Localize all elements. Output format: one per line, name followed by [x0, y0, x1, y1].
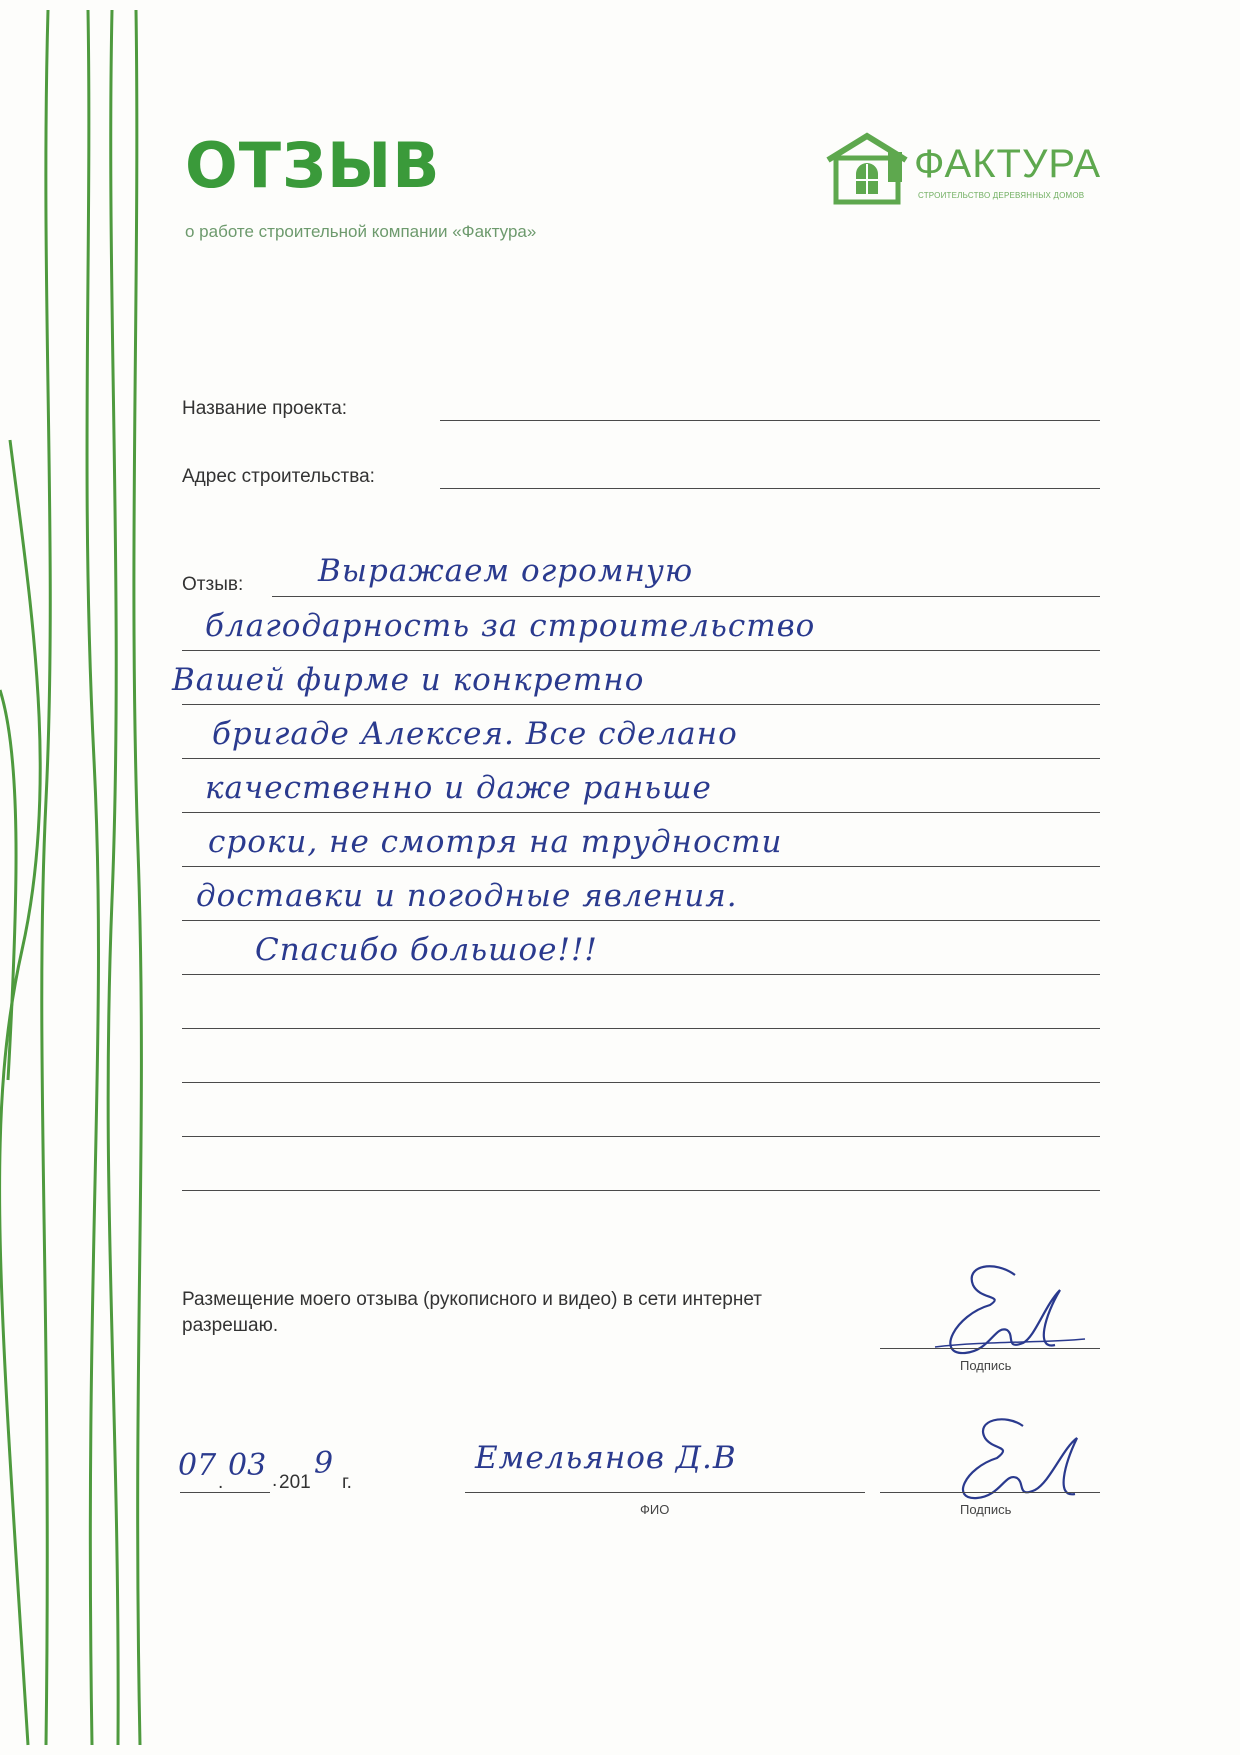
review-rule-line — [182, 1082, 1100, 1083]
review-rule-line — [182, 920, 1100, 921]
date-month: 03 — [228, 1448, 267, 1483]
decorative-wave-lines — [0, 0, 160, 1755]
review-handwritten-line: благодарность за строительство — [205, 608, 816, 644]
review-handwritten-line: бригаде Алексея. Все сделано — [212, 716, 738, 752]
review-rule-line — [182, 1190, 1100, 1191]
review-rule-line — [182, 866, 1100, 867]
consent-signature-line — [880, 1348, 1100, 1349]
review-rule-line — [182, 704, 1100, 705]
date-day: 07 — [178, 1448, 217, 1483]
review-label: Отзыв: — [182, 574, 244, 595]
address-line — [440, 488, 1100, 489]
review-rule-line — [182, 650, 1100, 651]
footer-signature-line — [880, 1492, 1100, 1493]
footer-signature-caption: Подпись — [960, 1502, 1012, 1517]
date-separator: . — [218, 1472, 224, 1493]
consent-signature-caption: Подпись — [960, 1358, 1012, 1373]
review-handwritten-line: Выражаем огромную — [318, 553, 694, 589]
review-handwritten-line: сроки, не смотря на трудности — [208, 824, 783, 860]
review-rule-line — [182, 1028, 1100, 1029]
review-handwritten-line: Вашей фирме и конкретно — [172, 662, 645, 698]
year-suffix: 9 — [314, 1446, 334, 1481]
full-name-handwritten: Емельянов Д.В — [475, 1440, 737, 1476]
logo-tagline: СТРОИТЕЛЬСТВО ДЕРЕВЯННЫХ ДОМОВ — [918, 191, 1085, 200]
review-rule-line — [272, 596, 1100, 597]
address-label: Адрес строительства: — [182, 466, 375, 487]
date-separator: . — [272, 1470, 278, 1491]
project-name-label: Название проекта: — [182, 398, 348, 419]
house-icon — [822, 130, 912, 206]
review-handwritten-line: Спасибо большое!!! — [255, 932, 598, 968]
review-rule-line — [182, 974, 1100, 975]
review-rule-line — [182, 812, 1100, 813]
review-handwritten-line: доставки и погодные явления. — [196, 878, 738, 914]
page-subtitle: о работе строительной компании «Фактура» — [185, 222, 537, 241]
year-unit: г. — [342, 1472, 352, 1493]
consent-text: Размещение моего отзыва (рукописного и видео) в сети интернет разрешаю. — [182, 1289, 762, 1337]
page-title: ОТЗЫВ — [185, 129, 441, 202]
date-line — [180, 1492, 270, 1493]
logo-wordmark: ФАКТУРА — [914, 142, 1102, 186]
review-rule-line — [182, 758, 1100, 759]
footer-signature — [905, 1408, 1105, 1508]
full-name-line — [465, 1492, 865, 1493]
year-prefix: 201 — [279, 1472, 311, 1493]
review-rule-line — [182, 1136, 1100, 1137]
company-logo — [822, 130, 1102, 210]
project-name-line — [440, 420, 1100, 421]
full-name-caption: ФИО — [640, 1502, 670, 1517]
review-handwritten-line: качественно и даже раньше — [205, 770, 712, 806]
